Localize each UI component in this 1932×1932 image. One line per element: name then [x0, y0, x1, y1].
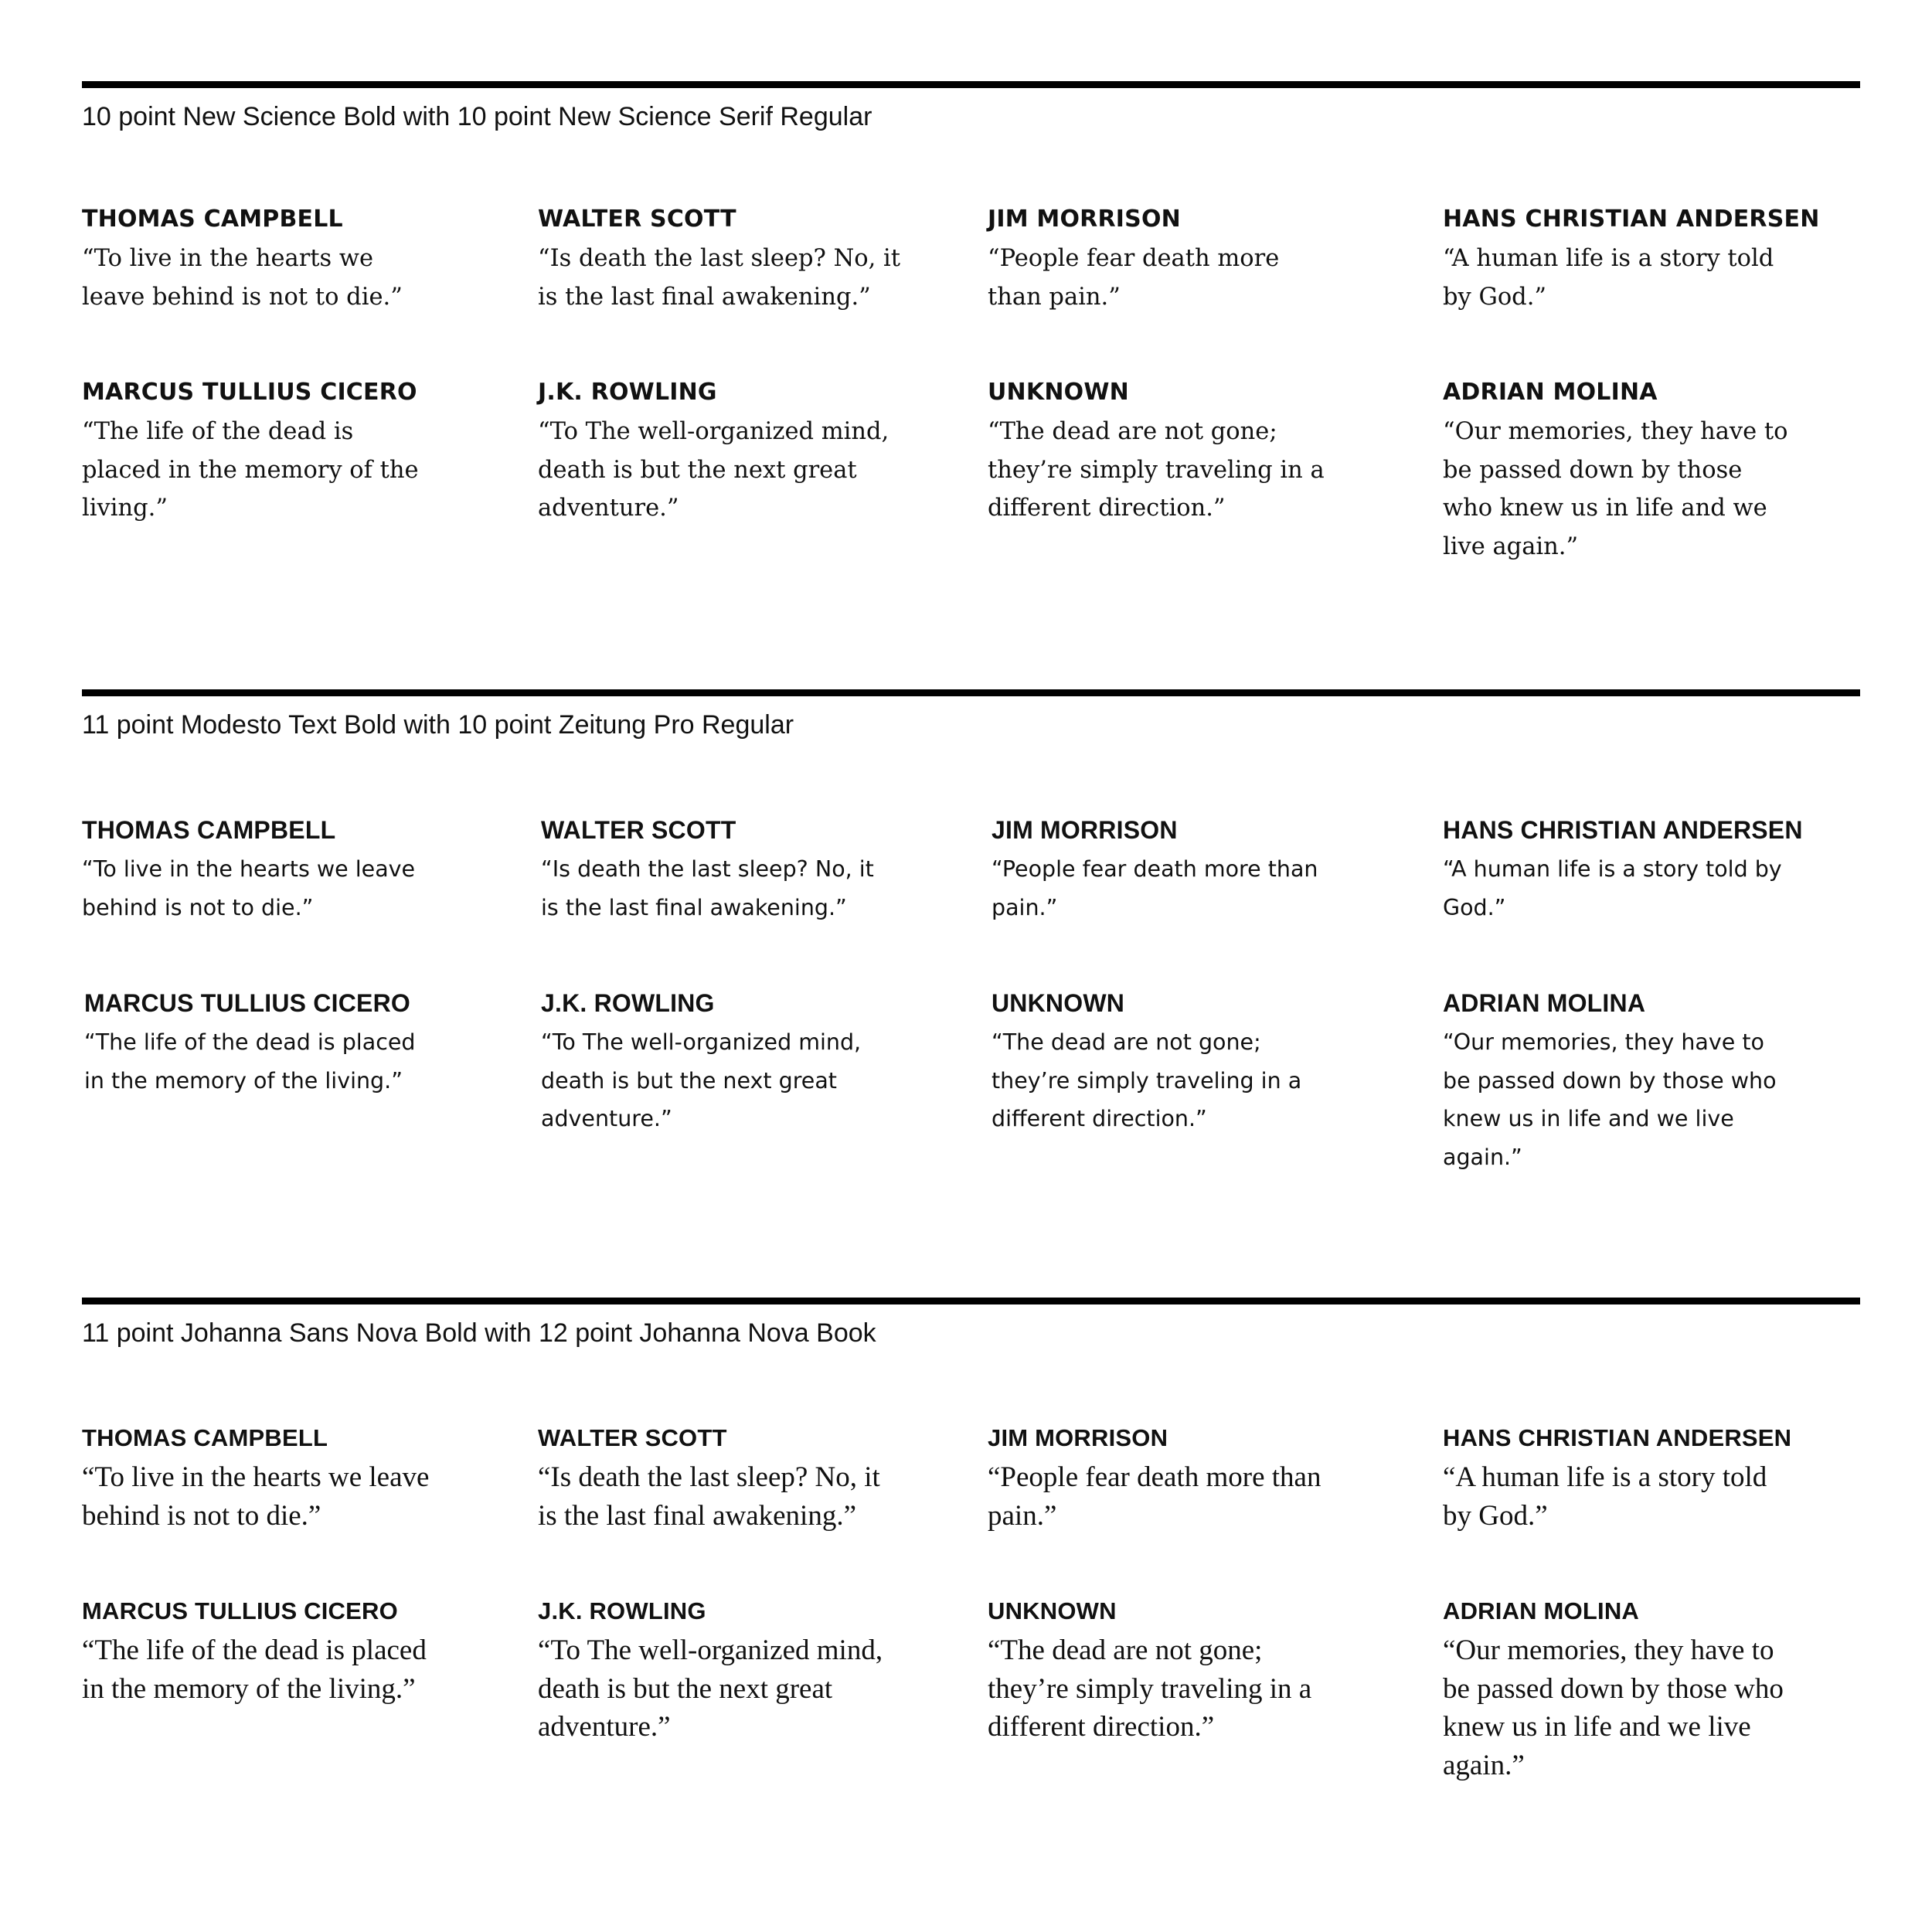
quote-text: “Our memories, they have to be passed down by those who knew us in life and we live again.”	[1443, 1029, 1777, 1170]
quote-author: ADRIAN MOLINA	[1443, 1597, 1640, 1624]
quote-entry	[82, 377, 445, 528]
quote-author: JIM MORRISON	[988, 1424, 1168, 1451]
quote-entry	[82, 1596, 445, 1708]
quote-text: “To The well-organized mind, death is but the next great adventure.”	[538, 418, 889, 522]
quote-text: “Is death the last sleep? No, it is the last final awakening.”	[538, 245, 901, 311]
quote-entry	[541, 815, 904, 927]
quote-text: “The dead are not gone; they’re simply traveling in a different direction.”	[992, 1029, 1302, 1131]
quote-text: “A human life is a story told by God.”	[1443, 245, 1774, 311]
quote-author: JIM MORRISON	[992, 816, 1178, 844]
quote-entry	[1443, 204, 1820, 316]
quote-text: “Our memories, they have to be passed down by those who knew us in life and we live again.”	[1443, 418, 1788, 560]
quote-author: MARCUS TULLIUS CICERO	[82, 1597, 398, 1624]
quote-author: WALTER SCOTT	[541, 816, 736, 844]
quote-author: UNKNOWN	[988, 379, 1129, 406]
quote-text: “To The well-organized mind, death is but the next great adventure.”	[541, 1029, 862, 1131]
quote-text: “To live in the hearts we leave behind is not to die.”	[82, 856, 416, 920]
quote-text: “To live in the hearts we leave behind is not to die.”	[82, 1461, 430, 1532]
section-rule	[82, 81, 1860, 88]
quote-entry	[992, 988, 1355, 1138]
quote-author: MARCUS TULLIUS CICERO	[82, 379, 417, 406]
quote-author: WALTER SCOTT	[538, 1424, 727, 1451]
quote-text: “To live in the hearts we leave behind is not to die.”	[82, 245, 403, 311]
quote-entry	[988, 204, 1351, 316]
quote-entry	[84, 988, 447, 1100]
quote-text: “People fear death more than pain.”	[988, 1461, 1321, 1532]
quote-entry	[988, 377, 1351, 528]
quote-text: “Our memories, they have to be passed down by those who knew us in life and we live again.”	[1443, 1634, 1784, 1781]
quote-entry	[1443, 988, 1806, 1176]
quote-author: J.K. ROWLING	[538, 1597, 706, 1624]
quote-entry	[538, 377, 901, 528]
quote-entry	[1443, 377, 1806, 566]
quote-entry	[992, 815, 1355, 927]
quote-text: “The life of the dead is placed in the memory of the living.”	[84, 1029, 416, 1094]
quote-entry	[1443, 1596, 1806, 1784]
quote-text: “People fear death more than pain.”	[988, 245, 1280, 311]
quote-text: “A human life is a story told by God.”	[1443, 1461, 1767, 1532]
quote-text: “The life of the dead is placed in the memory of the living.”	[82, 418, 419, 522]
quote-text: “People fear death more than pain.”	[992, 856, 1318, 920]
quote-entry	[1443, 815, 1806, 927]
section-rule	[82, 689, 1860, 696]
quote-author: ADRIAN MOLINA	[1443, 379, 1658, 406]
quote-text: “The dead are not gone; they’re simply traveling in a different direction.”	[988, 418, 1325, 522]
section-caption: 11 point Johanna Sans Nova Bold with 12 point Johanna Nova Book	[82, 1318, 876, 1348]
quote-text: “To The well-organized mind, death is but the next great adventure.”	[538, 1634, 883, 1743]
quote-entry	[538, 1423, 901, 1535]
quote-text: “The dead are not gone; they’re simply traveling in a different direction.”	[988, 1634, 1312, 1743]
quote-author: ADRIAN MOLINA	[1443, 989, 1646, 1017]
quote-entry	[82, 1423, 445, 1535]
quote-author: HANS CHRISTIAN ANDERSEN	[1443, 816, 1803, 844]
quote-entry	[1443, 1423, 1806, 1535]
quote-text: “The life of the dead is placed in the memory of the living.”	[82, 1634, 427, 1705]
quote-author: MARCUS TULLIUS CICERO	[84, 989, 410, 1017]
quote-author: UNKNOWN	[988, 1597, 1117, 1624]
quote-author: JIM MORRISON	[988, 206, 1181, 233]
section-rule	[82, 1298, 1860, 1304]
quote-entry	[538, 204, 901, 316]
quote-author: HANS CHRISTIAN ANDERSEN	[1443, 206, 1820, 233]
quote-text: “A human life is a story told by God.”	[1443, 856, 1782, 920]
quote-entry	[988, 1596, 1351, 1747]
quote-entry	[541, 988, 904, 1138]
quote-author: J.K. ROWLING	[541, 989, 715, 1017]
quote-author: UNKNOWN	[992, 989, 1125, 1017]
quote-entry	[538, 1596, 901, 1747]
quote-author: WALTER SCOTT	[538, 206, 736, 233]
quote-entry	[82, 815, 445, 927]
section-caption: 11 point Modesto Text Bold with 10 point Zeitung Pro Regular	[82, 710, 794, 740]
quote-author: THOMAS CAMPBELL	[82, 206, 343, 233]
quote-entry	[82, 204, 445, 316]
section-caption: 10 point New Science Bold with 10 point New Science Serif Regular	[82, 102, 872, 131]
quote-text: “Is death the last sleep? No, it is the last final awakening.”	[541, 856, 874, 920]
quote-author: J.K. ROWLING	[538, 379, 717, 406]
quote-author: THOMAS CAMPBELL	[82, 1424, 328, 1451]
quote-text: “Is death the last sleep? No, it is the last final awakening.”	[538, 1461, 880, 1532]
quote-author: THOMAS CAMPBELL	[82, 816, 336, 844]
quote-author: HANS CHRISTIAN ANDERSEN	[1443, 1424, 1792, 1451]
quote-entry	[988, 1423, 1351, 1535]
